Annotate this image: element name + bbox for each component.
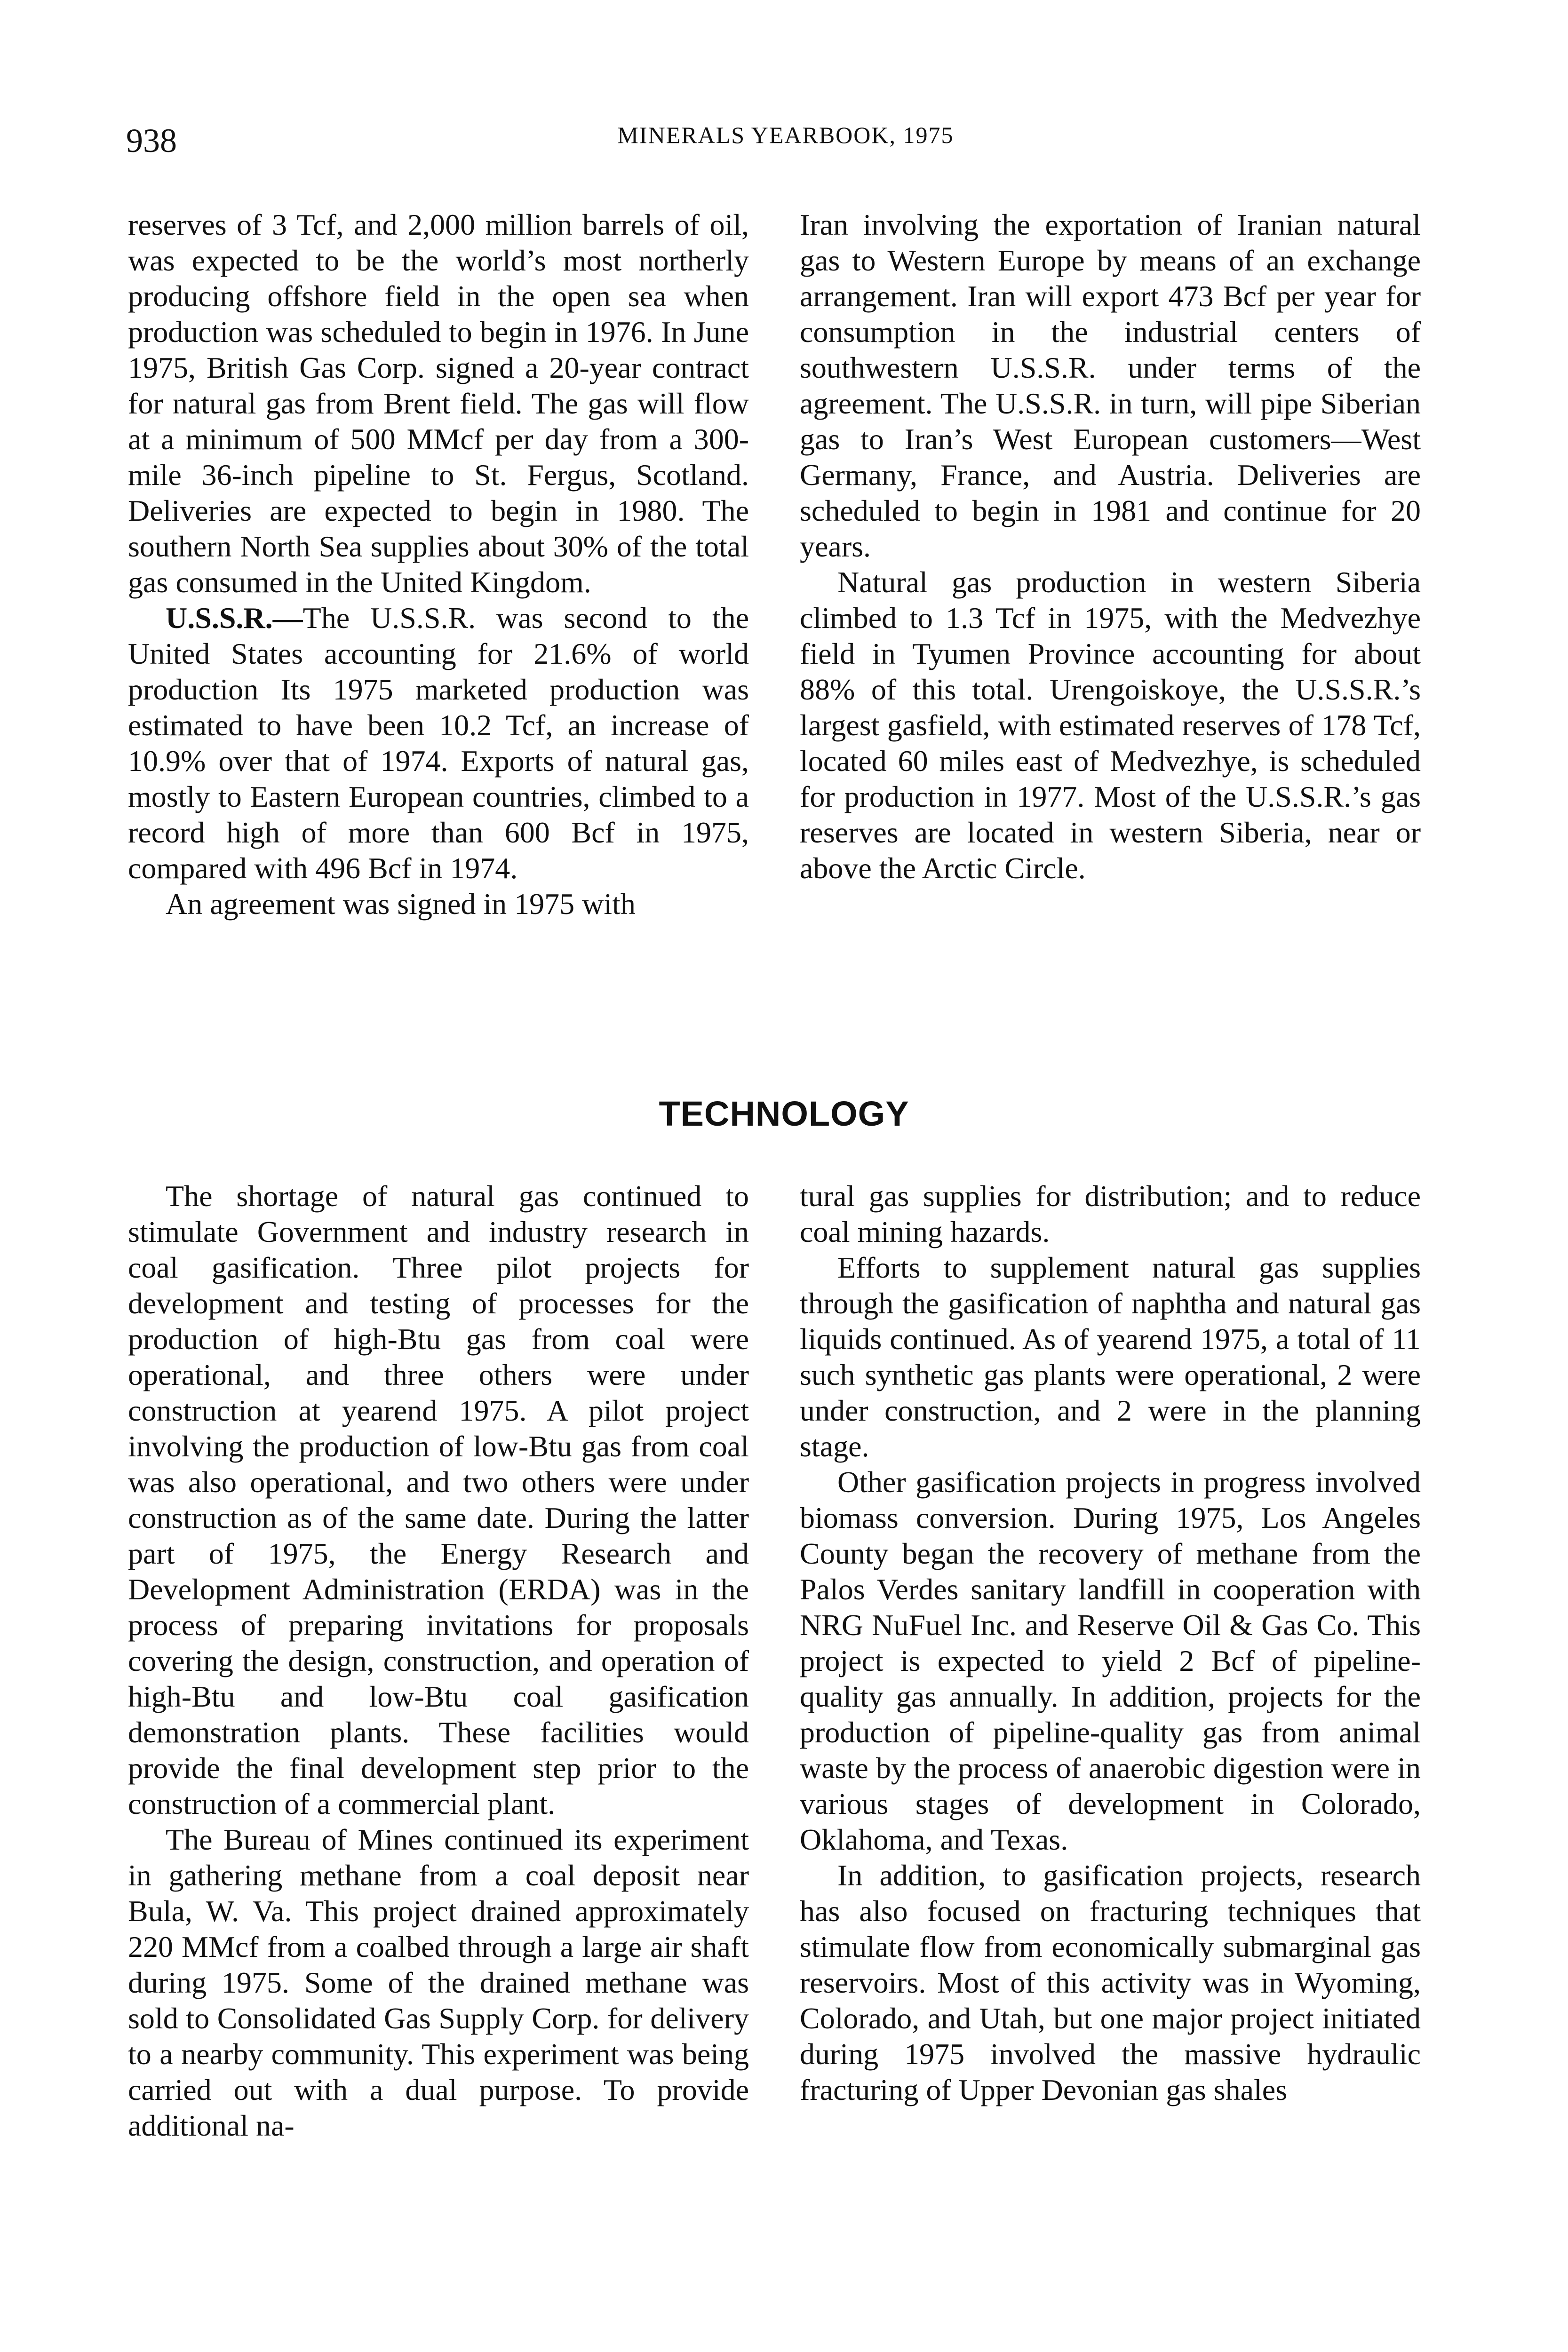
paragraph: An agreement was signed in 1975 with (166, 887, 636, 921)
paragraph: reserves of 3 Tcf, and 2,000 million barrels of oil, was expected to be the world’s most northerly producing offshore field in the open sea when production was scheduled to begin in 1976. In June 1975, British Gas Corp. signed a 20-year contract for natural gas from Brent field. The gas will flow at a minimum of 500 MMcf per day from a 300-mile 36-inch pipeline to St. Fergus, Scotland. Deliveries are expected to begin in 1980. The southern North Sea supplies about 30% of the total gas consumed in the United Kingdom. (128, 208, 749, 599)
paragraph: In addition, to gasification projects, research has also focused on fracturing techniques that stimulate flow from economically submarginal gas reservoirs. Most of this activity was in Wyoming, Colorado, and Utah, but one major project initiated during 1975 involved the massive hydraulic fracturing of Upper Devonian gas shales (800, 1859, 1421, 2106)
paragraph: The shortage of natural gas continued to stimulate Government and industry research in coal gasification. Three pilot projects for development and testing of processes for the production of high-Btu gas from coal were operational, and three others were under construction at yearend 1975. A pilot project involving the production of low-Btu gas from coal was also operational, and two others were under construction as of the same date. During the latter part of 1975, the Energy Research and Development Administration (ERDA) was in the process of preparing invitations for proposals covering the design, construction, and operation of high-Btu and low-Btu coal gasification demonstration plants. These facilities would provide the final development step prior to the construction of a commercial plant. (128, 1179, 749, 1820)
top-right-column (800, 207, 1421, 886)
paragraph: The Bureau of Mines continued its experiment in gathering methane from a coal deposit near Bula, W. Va. This project drained approximately 220 MMcf from a coalbed through a large air shaft during 1975. Some of the drained methane was sold to Consolidated Gas Supply Corp. for delivery to a nearby community. This experiment was being carried out with a dual purpose. To provide additional na- (128, 1823, 749, 2142)
running-head: MINERALS YEARBOOK, 1975 (617, 122, 954, 148)
top-left-column (128, 207, 749, 922)
paragraph: Natural gas production in western Siberia climbed to 1.3 Tcf in 1975, with the Medvezhye field in Tyumen Province accounting for about 88% of this total. Urengoiskoye, the U.S.S.R.’s largest gasfield, with estimated reserves of 178 Tcf, located 60 miles east of Medvezhye, is scheduled for production in 1977. Most of the U.S.S.R.’s gas reserves are located in western Siberia, near or above the Arctic Circle. (800, 565, 1421, 885)
paragraph: Other gasification projects in progress involved biomass conversion. During 1975, Los Angeles County began the recovery of methane from the Palos Verdes sanitary landfill in cooperation with NRG NuFuel Inc. and Reserve Oil & Gas Co. This project is expected to yield 2 Bcf of pipeline-quality gas annually. In addition, projects for the production of pipeline-quality gas from animal waste by the process of anaerobic digestion were in various stages of development in Colorado, Oklahoma, and Texas. (800, 1465, 1421, 1856)
section-heading-technology: TECHNOLOGY (659, 1094, 909, 1133)
paragraph-ussr (128, 600, 749, 886)
paragraph-text: The U.S.S.R. was second to the United States accounting for 21.6% of world production Its 1975 marketed production was estimated to have been 10.2 Tcf, an increase of 10.9% over that of 1974. Exports of natural gas, mostly to Eastern European countries, climbed to a record high of more than 600 Bcf in 1975, compared with 496 Bcf in 1974. (128, 601, 749, 885)
paragraph: tural gas supplies for distribution; and to reduce coal mining hazards. (800, 1179, 1421, 1248)
paragraph: Iran involving the exportation of Iranian natural gas to Western Europe by means of an exchange arrangement. Iran will export 473 Bcf per year for consumption in the industrial centers of southwestern U.S.S.R. under terms of the agreement. The U.S.S.R. in turn, will pipe Siberian gas to Iran’s West European customers—West Germany, France, and Austria. Deliveries are scheduled to begin in 1981 and continue for 20 years. (800, 208, 1421, 563)
technology-right-column (800, 1178, 1421, 2108)
page-number: 938 (126, 122, 177, 159)
paragraph: Efforts to supplement natural gas supplies through the gasification of naphtha and natural gas liquids continued. As of yearend 1975, a total of 11 such synthetic gas plants were operational, 2 were under construction, and 2 were in the planning stage. (800, 1251, 1421, 1463)
technology-left-column (128, 1178, 749, 2144)
runin-heading-ussr: U.S.S.R.— (166, 601, 303, 635)
